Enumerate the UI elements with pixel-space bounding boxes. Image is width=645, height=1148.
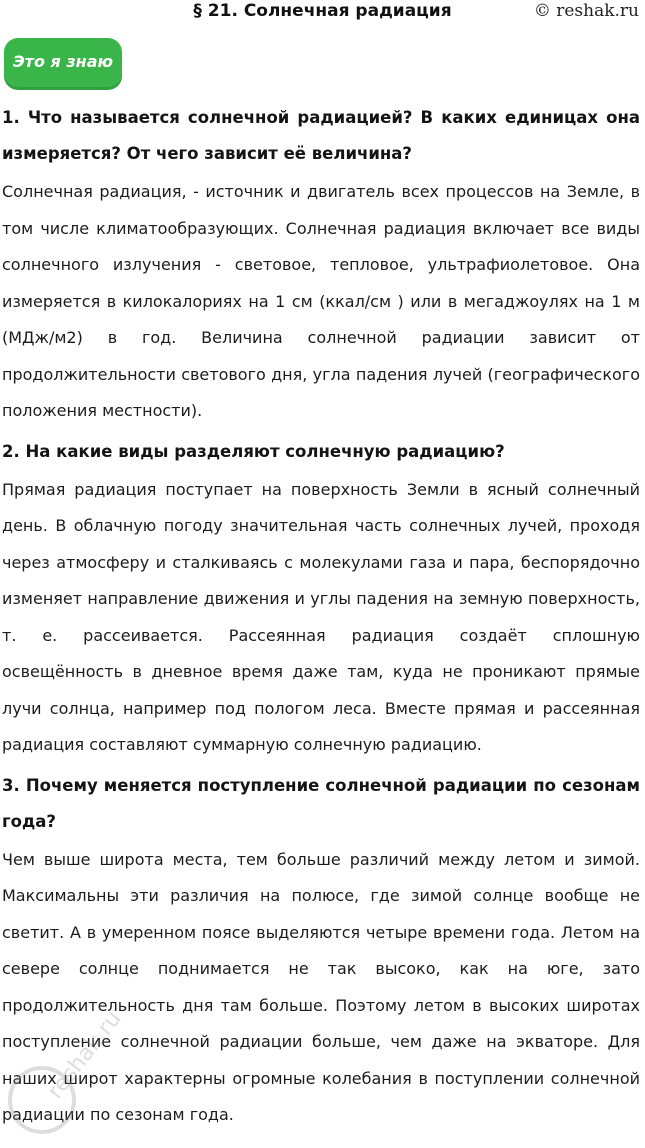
answer-3: Чем выше широта места, тем больше различий между летом и зимой. Максимальны эти различия на полюсе, где зимой солнце вообще не светит. А в умеренном поясе выделяются четыре времени года. Летом на севере солнце поднимается не так высоко, как на юге, зато продолжительность дня там больше. Поэтому летом в высоких широтах поступление солнечной радиации больше, чем даже на экваторе. Для наших широт характерны огромные колебания в поступлении солнечной радиации по сезонам года. xyxy=(2,849,640,1124)
question-2: 2. На какие виды разделяют солнечную радиацию? xyxy=(2,441,505,461)
qa-section-2 xyxy=(0,434,645,764)
qa-section-1 xyxy=(0,100,645,430)
question-1: 1. Что называется солнечной радиацией? В каких единицах она измеряется? От чего зависит её величина? xyxy=(2,108,640,163)
watermark-text: reshak.ru xyxy=(43,1006,127,1104)
answer-1: Солнечная радиация, - источник и двигатель всех процессов на Земле, в том числе климатообразующих. Солнечная радиация включает все виды солнечного излучения - световое, тепловое, ультрафиолетовое. Она измеряется в килокалориях на 1 см (ккал/см ) или в мегаджоулях на 1 м (МДж/м2) в год. Величина солнечной радиации зависит от продолжительности светового дня, угла падения лучей (географического положения местности). xyxy=(2,182,640,420)
site-credit: © reshak.ru xyxy=(533,1,639,21)
content-area xyxy=(0,100,645,1138)
qa-section-3 xyxy=(0,768,645,1134)
page-title: § 21. Солнечная радиация xyxy=(193,1,452,21)
page-header xyxy=(0,0,645,30)
answer-2: Прямая радиация поступает на поверхность Земли в ясный солнечный день. В облачную погоду значительная часть солнечных лучей, проходя через атмосферу и сталкиваясь с молекулами газа и пара, беспорядочно изменяет направление движения и углы падения на земную поверхность, т. е. рассеивается. Рассеянная радиация создаёт сплошную освещённость в дневное время даже там, куда не проникают прямые лучи солнца, например под пологом леса. Вместе прямая и рассеянная радиация составляют суммарную солнечную радиацию. xyxy=(2,479,640,754)
section-badge-label: Это я знаю xyxy=(12,52,114,71)
section-badge xyxy=(4,38,122,90)
question-3: 3. Почему меняется поступление солнечной радиации по сезонам года? xyxy=(2,775,640,831)
